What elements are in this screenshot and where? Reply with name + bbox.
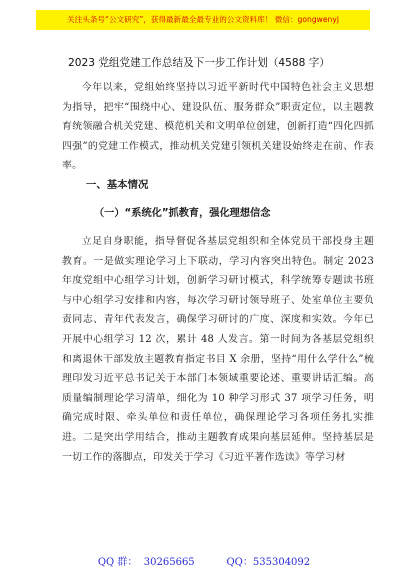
qq-group: QQ 群： 30265665 <box>97 557 195 568</box>
subsection-heading: （一）“系统化”抓教育，强化理想信念 <box>94 208 271 219</box>
section-heading: 一、基本情况 <box>86 179 149 191</box>
contact-footer <box>0 553 408 568</box>
qq-contact: QQ：535304092 <box>226 557 311 568</box>
body-paragraph: 立足自身职能，指导督促各基层党组织和全体党员干部投身主题教育。一是做实理论学习上下联动，学习内容突出特色。制定 2023 年度党组中心组学习计划，创新学习研讨模式，科学统筹专题读书班与中心组学习安排和内容，每次学习研讨领导班子、处室单位主要负责同志、青年代表发言，确保学习研讨的广度、深度和实效。今年已开展中心组学习 12 次，累计 48 人发言。第一时间为各基层党组织和离退休干部发放主题教育指定书目 X 余册，坚持“用什么学什么”梳理印发习近平总书记关于本部门本领域重要论述、重要讲话汇编。高质量编制理论学习清单，细化为 10 种学习形式 37 项学习任务，明确完成时限、牵头单位和责任单位，确保理论学习各项任务扎实推进。二是突出学用结合，推动主题教育成果向基层延伸。坚持基层是一切工作的落脚点，印发关于学习《习近平著作选读》等学习材 <box>62 236 374 463</box>
promo-banner: 关注头条号“公文研究”，获得最新最全最专业的公文资料库！ 微信：gongwenyj <box>36 10 370 30</box>
intro-paragraph: 今年以来，党组始终坚持以习近平新时代中国特色社会主义思想为指导，把牢“围绕中心、建设队伍、服务群众”职责定位，以主题教育统领融合机关党建、模范机关和文明单位创建，创新打造“四化四抓四强”的党建工作模式，推动机关党建引领机关建设始终走在前、作表率。 <box>62 82 374 172</box>
document-title: 2023 党组党建工作总结及下一步工作计划（4588 字） <box>68 57 330 69</box>
